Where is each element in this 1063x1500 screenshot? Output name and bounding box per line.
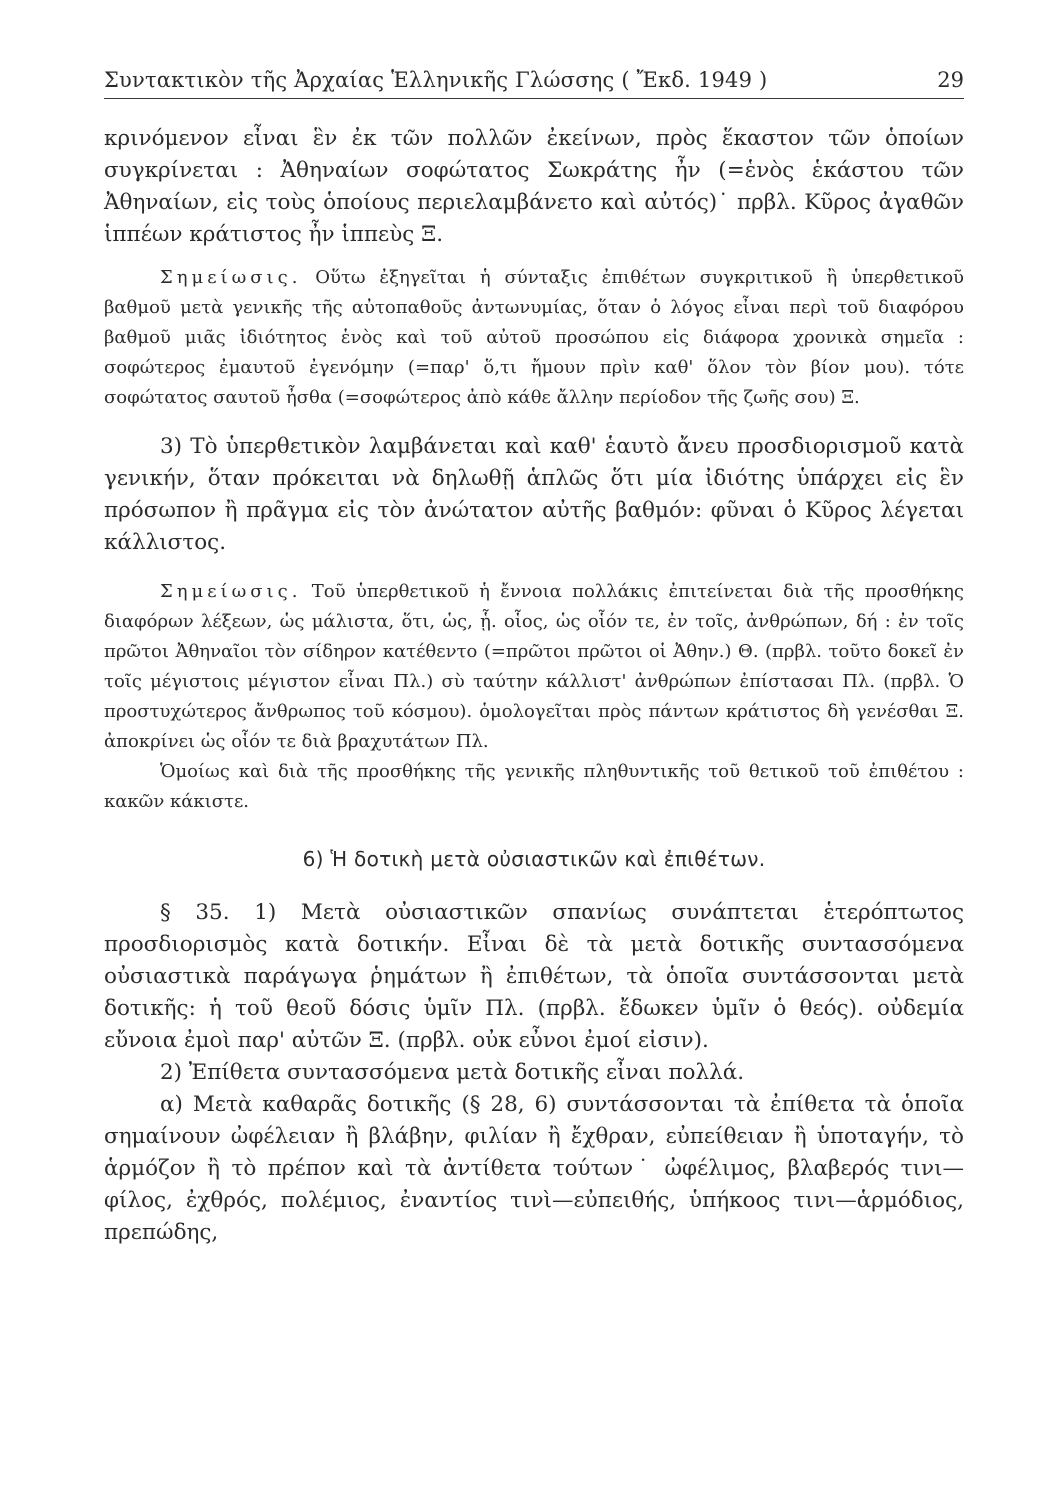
note-2 xyxy=(104,577,964,757)
page-number: 29 xyxy=(937,68,964,92)
section-35-point-a: α) Μετὰ καθαρᾶς δοτικῆς (§ 28, 6) συντάσσονται τὰ ἐπίθετα τὰ ὁποῖα σημαίνουν ὠφέλειαν ἢ βλάβην, φιλίαν ἢ ἔχθραν, εὐπείθειαν ἢ ὑποταγήν, τὸ ἁρμόζον ἢ τὸ πρέπον καὶ τὰ ἀντίθετα τούτων˙ ὠφέλιμος, βλαβερός τινι—φίλος, ἐχθρός, πολέμιος, ἐναντίος τινὶ—εὐπειθής, ὑπήκοος τινι—ἁρμόδιος, πρεπώδης, xyxy=(104,1092,964,1245)
note-1-text: Οὕτω ἐξηγεῖται ἡ σύνταξις ἐπιθέτων συγκριτικοῦ ἢ ὑπερθετικοῦ βαθμοῦ μετὰ γενικῆς τῆς αὐτοπαθοῦς ἀντωνυμίας, ὅταν ὁ λόγος εἶναι περὶ τοῦ διαφόρου βαθμοῦ μιᾶς ἰδιότητος ἑνὸς καὶ τοῦ αὐτοῦ προσώπου εἰς διάφορα χρονικὰ σημεῖα : σοφώτερος ἐμαυτοῦ ἐγενόμην (=παρ' ὅ,τι ἤμουν πρὶν καθ' ὅλον τὸν βίον μου). τότε σοφώτατος σαυτοῦ ἦσθα (=σοφώτερος ἀπὸ κάθε ἄλλην περίοδον τῆς ζωῆς σου) Ξ. xyxy=(104,267,964,408)
paragraph-superlative: 3) Τὸ ὑπερθετικὸν λαμβάνεται καὶ καθ' ἑαυτὸ ἄνευ προσδιορισμοῦ κατὰ γενικήν, ὅταν πρόκειται νὰ δηλωθῇ ἁπλῶς ὅτι μία ἰδιότης ὑπάρχει εἰς ἓν πρόσωπον ἢ πρᾶγμα εἰς τὸν ἀνώτατον αὐτῆς βαθμόν: φῦναι ὁ Κῦρος λέγεται κάλλιστος. xyxy=(104,434,964,555)
note-1-label: Σημείωσις. xyxy=(160,267,302,288)
book-page xyxy=(104,68,964,1249)
section-subheading: 6) Ἡ δοτικὴ μετὰ οὐσιαστικῶν καὶ ἐπιθέτων. xyxy=(302,847,766,871)
section-35-point-2: 2) Ἐπίθετα συντασσόμενα μετὰ δοτικῆς εἶναι πολλά. xyxy=(160,1060,745,1085)
note-2-continuation: Ὁμοίως καὶ διὰ τῆς προσθήκης τῆς γενικῆς πληθυντικῆς τοῦ θετικοῦ τοῦ ἐπιθέτου : κακῶν κάκιστε. xyxy=(104,761,964,812)
note-1 xyxy=(104,263,964,413)
section-35-paragraph: § 35. 1) Μετὰ οὐσιαστικῶν σπανίως συνάπτεται ἑτερόπτωτος προσδιορισμὸς κατὰ δοτικήν. Εἶναι δὲ τὰ μετὰ δοτικῆς συντασσόμενα οὐσιαστικὰ παράγωγα ῥημάτων ἢ ἐπιθέτων, τὰ ὁποῖα συντάσσονται μετὰ δοτικῆς: ἡ τοῦ θεοῦ δόσις ὑμῖν Πλ. (πρβλ. ἔδωκεν ὑμῖν ὁ θεός). οὐδεμία εὔνοια ἐμοὶ παρ' αὐτῶν Ξ. (πρβλ. οὐκ εὖνοι ἐμοί εἰσιν). xyxy=(104,900,964,1053)
note-2-text: Τοῦ ὑπερθετικοῦ ἡ ἔννοια πολλάκις ἐπιτείνεται διὰ τῆς προσθήκης διαφόρων λέξεων, ὡς μάλιστα, ὅτι, ὡς, ᾗ. οἷος, ὡς οἷόν τε, ἐν τοῖς, ἀνθρώπων, δή : ἐν τοῖς πρῶτοι Ἀθηναῖοι τὸν σίδηρον κατέθεντο (=πρῶτοι πρῶτοι οἱ Ἀθην.) Θ. (πρβλ. τοῦτο δοκεῖ ἐν τοῖς μέγιστοις μέγιστον εἶναι Πλ.) σὺ ταύτην κάλλιστ' ἀνθρώπων ἐπίστασαι Πλ. (πρβλ. Ὁ προστυχώτερος ἄνθρωπος τοῦ κόσμου). ὁμολογεῖται πρὸς πάντων κράτιστος δὴ γενέσθαι Ξ. ἀποκρίνει ὡς οἷόν τε διὰ βραχυτάτων Πλ. xyxy=(104,581,964,752)
note-2-label: Σημείωσις. xyxy=(160,581,302,602)
running-title: Συντακτικὸν τῆς Ἀρχαίας Ἑλληνικῆς Γλώσσης ( Ἔκδ. 1949 ) xyxy=(104,68,768,92)
running-head xyxy=(104,68,964,99)
paragraph-continuation: κρινόμενον εἶναι ἓν ἐκ τῶν πολλῶν ἐκείνων, πρὸς ἕκαστον τῶν ὁποίων συγκρίνεται : Ἀθηναίων σοφώτατος Σωκράτης ἦν (=ἑνὸς ἑκάστου τῶν Ἀθηναίων, εἰς τοὺς ὁποίους περιελαμβάνετο καὶ αὐτός)˙ πρβλ. Κῦρος ἀγαθῶν ἱππέων κράτιστος ἦν ἱππεὺς Ξ. xyxy=(104,126,964,247)
